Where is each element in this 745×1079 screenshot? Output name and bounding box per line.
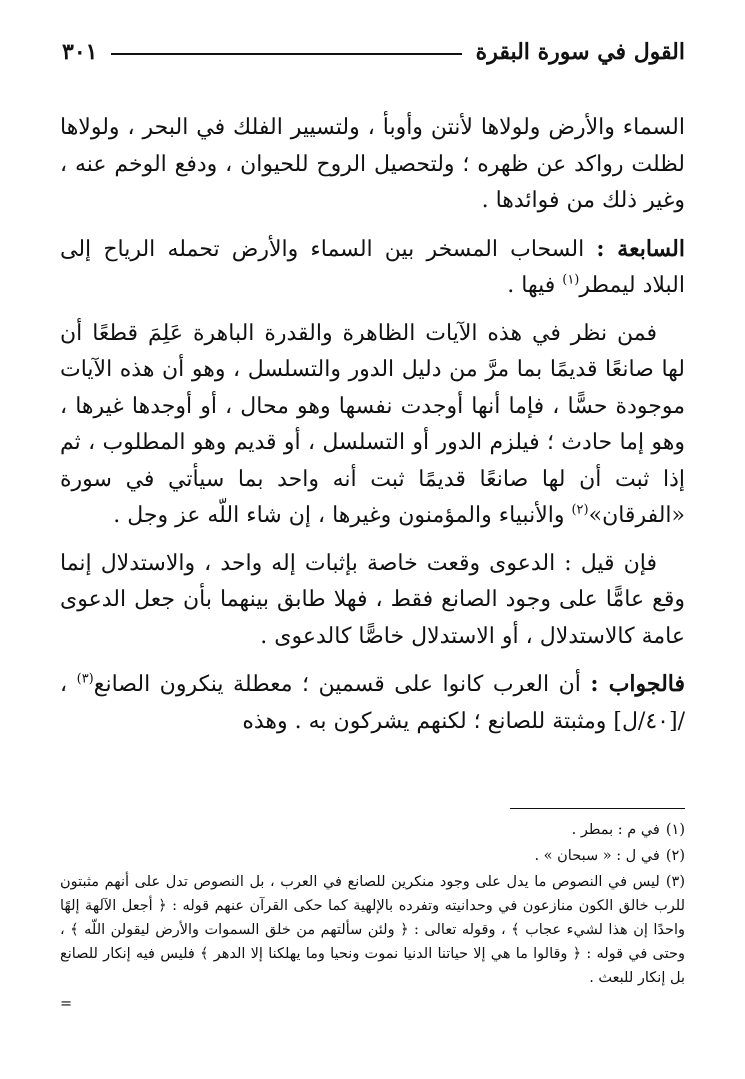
paragraph-text: فيها .: [507, 273, 563, 298]
footnote: [60, 844, 685, 868]
page-number: ٣٠١: [62, 39, 98, 65]
paragraph-lead: السابعة :: [596, 235, 685, 262]
footnote-text: ليس في النصوص ما يدل على وجود منكرين للصانع في العرب ، بل النصوص تدل على أنهم مثبتون للرب خالق الكون منازعون في وحدانيته وتفرده بالإلهية كما حكى القرآن عنهم قوله : ﴿ أجعل الآلهة إلهًا واحدًا إن هذا لشيء عجاب ﴾ ، وقوله تعالى : ﴿ ولئن سألتهم من خلق السموات والأرض ليقولن اللّه ﴾ ، وحتى في قوله : ﴿ وقالوا ما هي إلا حياتنا الدنيا نموت ونحيا وما يهلكنا إلا الدهر ﴾ فليس فيه إنكار للصانع بل إنكار للبعث .: [60, 874, 685, 986]
footnote-text: في ل : « سبحان » .: [534, 848, 660, 864]
header-rule: [111, 53, 461, 55]
footnote-text: في م : بمطر .: [571, 822, 660, 838]
footnotes: [60, 818, 685, 1016]
paragraph-text: والأنبياء والمؤمنون وغيرها ، إن شاء اللّه عز وجل .: [113, 503, 572, 528]
footnote-ref: (٣): [76, 671, 94, 687]
paragraph: [60, 110, 685, 220]
paragraph-text: ، /[٤٠/ل] ومثبتة للصانع ؛ لكنهم يشركون به . وهذه: [60, 672, 685, 734]
paragraph: [60, 231, 685, 305]
footnote: [60, 870, 685, 990]
footnote-separator: [510, 808, 685, 809]
main-text: [60, 110, 685, 751]
page-header: [62, 32, 685, 72]
paragraph-text: السحاب المسخر بين السماء والأرض تحمله الرياح إلى البلاد ليمطر: [60, 236, 685, 298]
paragraph-text: فإن قيل : الدعوى وقعت خاصة بإثبات إله واحد ، والاستدلال إنما وقع عامًّا على وجود الصانع فقط ، فهلا طابق بينهما بأن جعل الدعوى عامة كالاستدلال ، أو الاستدلال خاصًّا كالدعوى .: [60, 550, 685, 649]
running-title: القول في سورة البقرة: [475, 39, 685, 65]
footnote-number: (٢): [665, 848, 685, 864]
footnote-number: (٣): [665, 874, 685, 890]
paragraph-text: أن العرب كانوا على قسمين ؛ معطلة ينكرون الصانع: [93, 672, 591, 697]
footnote: [60, 818, 685, 842]
paragraph-text: السماء والأرض ولولاها لأنتن وأوبأ ، ولتسيير الفلك في البحر ، ولولاها لظلت رواكد عن ظهره ؛ ولتحصيل الروح للحيوان ، ودفع الوخم عنه ، وغير ذلك من فوائدها .: [60, 115, 685, 213]
paragraph-text: فمن نظر في هذه الآيات الظاهرة والقدرة الباهرة عَلِمَ قطعًا أن لها صانعًا قديمًا بما مرَّ من دليل الدور والتسلسل ، وهو أن هذه الآيات موجودة حسًّا ، فإما أنها أوجدت نفسها وهو محال ، أو أوجدها غيرها ، وهو إما حادث ؛ فيلزم الدور أو التسلسل ، أو قديم وهو المطلوب ، ثم إذا ثبت أن لها صانعًا قديمًا ثبت أنه واحد بما سيأتي في سورة «الفرقان»: [60, 320, 685, 528]
footnote-continuation-mark: =: [60, 996, 73, 1012]
footnote-ref: (٢): [571, 502, 589, 518]
footnote-number: (١): [665, 822, 685, 838]
paragraph: [60, 666, 685, 740]
paragraph-lead: فالجواب :: [590, 671, 686, 697]
footnote-ref: (١): [562, 272, 580, 288]
paragraph: [60, 316, 685, 535]
paragraph: [60, 546, 685, 656]
